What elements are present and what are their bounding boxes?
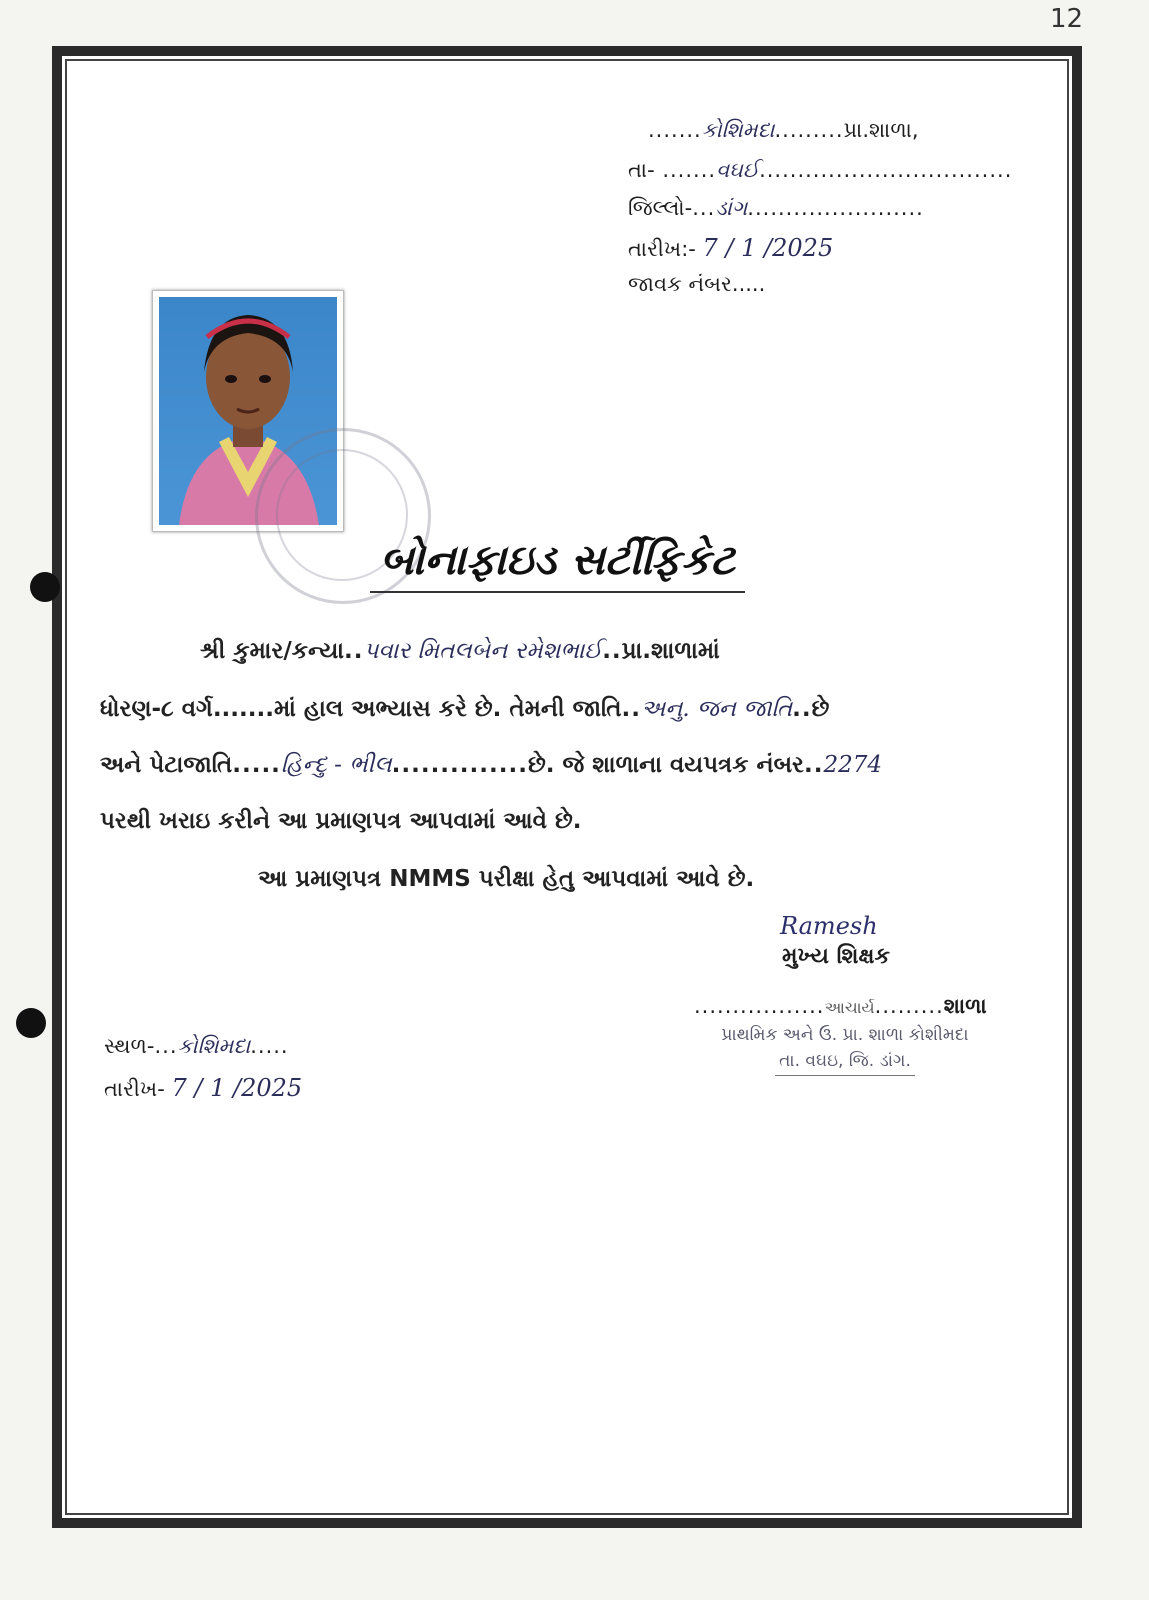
body-line-5: આ પ્રમાણપત્ર NMMS પરીક્ષા હેતુ આપવામાં આવે છે. (258, 866, 755, 892)
acharya-line: .................આચાર્ય.........શાળા (694, 994, 987, 1018)
stamp-line-1: પ્રાથમિક અને ઉ. પ્રા. શાળા કોશીમદા (721, 1025, 969, 1045)
footer-date-handwritten: 7 / 1 /2025 (171, 1074, 303, 1102)
school-name-handwritten: કોશિમદા (701, 118, 775, 142)
place-line: સ્થળ-...કોશિમદા..... (104, 1034, 289, 1058)
date-line (628, 234, 833, 262)
caste-handwritten: અનુ. જન જાતિ (641, 696, 793, 722)
stamp-line-2: તા. વઘઇ, જિ. ડાંગ. (775, 1051, 915, 1076)
school-suffix: પ્રા.શાળા, (843, 118, 919, 142)
body-line-3: અને પેટાજાતિ.....હિન્દુ - ભીલ..............છે. જે શાળાના વયપત્રક નંબર..2274 (100, 752, 882, 778)
school-name-line: .......કોશિમદા.........પ્રા.શાળા, (648, 118, 919, 142)
punch-hole-bottom (16, 1008, 46, 1038)
line3-prefix: અને પેટાજાતિ (100, 752, 233, 778)
line1-prefix: શ્રી કુમાર/કન્યા (200, 638, 344, 664)
school-rubber-stamp (695, 1025, 995, 1076)
taluka-handwritten: વઘઈ (716, 158, 760, 182)
school-word: શાળા (943, 994, 987, 1018)
taluka-label: તા- (628, 158, 655, 182)
register-number-handwritten: 2274 (823, 752, 882, 778)
punch-hole-top (30, 572, 60, 602)
date-label: તારીખ:- (628, 237, 696, 261)
line3-mid: છે. જે શાળાના વયપત્રક નંબર (527, 752, 804, 778)
subcaste-handwritten: હિન્દુ - ભીલ (280, 752, 392, 778)
district-line: જિલ્લો-...ડાંગ....................... (628, 196, 924, 220)
place-label: સ્થળ- (104, 1034, 155, 1058)
district-handwritten: ડાંગ (715, 196, 748, 220)
certificate-title: બોનાફાઇડ સર્ટીફિકેટ (370, 535, 745, 593)
certificate-border (52, 46, 1082, 1528)
line2-suffix: છે (811, 696, 830, 722)
place-handwritten: કોશિમદા (177, 1034, 251, 1058)
date-handwritten: 7 / 1 /2025 (702, 234, 834, 262)
line2-prefix: ધોરણ-૮ વર્ગ.......માં હાલ અભ્યાસ કરે છે. તેમની જાતિ (100, 696, 622, 722)
body-line-2: ધોરણ-૮ વર્ગ.......માં હાલ અભ્યાસ કરે છે. તેમની જાતિ..અનુ. જન જાતિ..છે (100, 696, 830, 722)
principal-role: મુખ્ય શિક્ષક (782, 944, 891, 969)
outward-number-label: જાવક નંબર..... (628, 272, 766, 296)
footer-date-line (104, 1074, 302, 1102)
footer-date-label: તારીખ- (104, 1077, 165, 1101)
district-label: જિલ્લો- (628, 196, 693, 220)
body-line-4: પરથી ખરાઇ કરીને આ પ્રમાણપત્ર આપવામાં આવે છે. (100, 808, 582, 834)
body-line-1: શ્રી કુમાર/કન્યા..પવાર મિતલબેન રમેશભાઈ..પ્રા.શાળામાં (200, 638, 720, 664)
line1-suffix: પ્રા.શાળામાં (621, 638, 720, 664)
page-number: 12 (1050, 4, 1084, 34)
principal-signature: Ramesh (780, 912, 878, 940)
acharya-label: આચાર્ય (824, 998, 875, 1017)
student-name-handwritten: પવાર મિતલબેન રમેશભાઈ (363, 638, 603, 664)
taluka-line: તા- .......વઘઈ................................. (628, 158, 1013, 182)
